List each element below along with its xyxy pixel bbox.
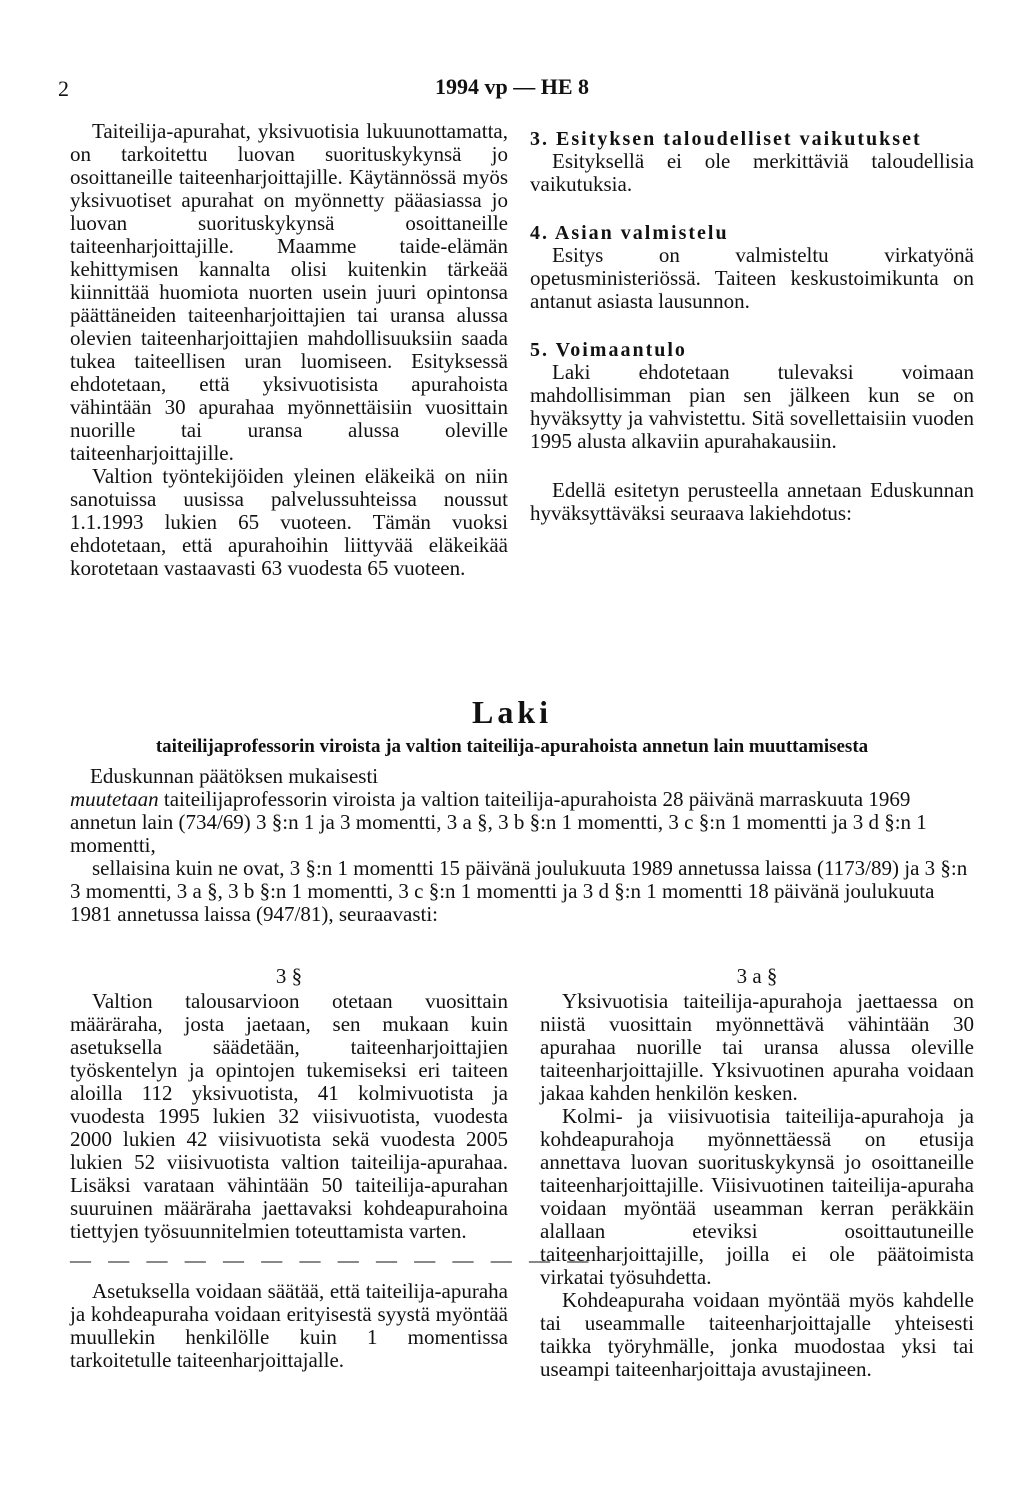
closing-paragraph: Edellä esitetyn perusteella annetaan Eduskunnan hyväksyttäväksi seuraava lakiehdotus: — [530, 478, 974, 525]
paragraph: Kolmi- ja viisivuotisia taiteilija-apurahoja ja kohdeapurahoja myönnettäessä on etusija annettava luovan suorituskykynsä jo osoittaneille taiteenharjoittajille. Viisivuotinen taiteilija-apuraha voidaan myöntää useamman kerran peräkkäin alallaan eteviksi osoittautuneille taiteenharjoittajille, joilla ei ole päätoimista virkatai työsuhdetta. — [540, 1104, 974, 1289]
section-3 — [530, 128, 974, 196]
law-subtitle: taiteilijaprofessorin viroista ja valtion taiteilija-apurahoista annetun lain muuttamisesta — [155, 736, 869, 757]
preamble-line: sellaisina kuin ne ovat, 3 §:n 1 momentti 15 päivänä joulukuuta 1989 annetussa laissa (1173/89) ja 3 §:n 3 momentti, 3 a §, 3 b §:n 1 momentti, 3 c §:n 1 momentti ja 3 d §:n 1 momentti 18 päivänä joulukuuta 1981 annetussa laissa (947/81), seuraavasti: — [70, 856, 968, 926]
amend-keyword: muutetaan — [70, 787, 159, 811]
section-5 — [530, 339, 974, 453]
law-right-column — [540, 965, 974, 1381]
law-title: Laki — [471, 694, 553, 730]
running-head: 1994 vp — HE 8 — [434, 74, 590, 99]
section-heading: 5. Voimaantulo — [530, 339, 687, 361]
paragraph: Valtion työntekijöiden yleinen eläkeikä on niin sanotuissa uusissa palvelussuhteissa noussut 1.1.1993 lukien 65 vuoteen. Tämän vuoksi ehdotetaan, että apurahoihin liittyvää eläkeikää korotetaan vastaavasti 63 vuodesta 65 vuoteen. — [70, 464, 508, 580]
paragraph: Valtion talousarvioon otetaan vuosittain määräraha, josta jaetaan, sen mukaan kuin asetuksella säädetään, taiteenharjoittajien työskentelyn ja opintojen tukemiseksi eri taiteen aloilla 112 yksivuotista, 41 kolmivuotista ja vuodesta 1995 lukien 32 viisivuotista, vuodesta 2000 lukien 42 viisivuotista sekä vuodesta 2005 lukien 52 viisivuotista valtion taiteilija-apurahaa. Lisäksi varataan vähintään 50 taiteilija-apurahan suuruinen määräraha jaettavaksi kohdeapurahoina tiettyjen työsuunnitelmien toteuttamista varten. — [70, 989, 508, 1243]
omission-dashes: — — — — — — — — — — — — — — — [70, 1248, 595, 1272]
page-number: 2 — [58, 76, 69, 101]
section-4 — [530, 222, 974, 313]
section-heading: 3 a § — [736, 964, 778, 988]
paragraph: Esitys on valmisteltu virkatyönä opetusministeriössä. Taiteen keskustoimikunta on antanut asiasta lausunnon. — [530, 243, 974, 313]
paragraph: Yksivuotisia taiteilija-apurahoja jaettaessa on niistä vuosittain myönnettävä vähintään 30 apurahaa nuorille tai uransa alussa oleville taiteenharjoittajille. Yksivuotinen apuraha voidaan jakaa kahden henkilön kesken. — [540, 989, 974, 1105]
paragraph: Asetuksella voidaan säätää, että taiteilija-apuraha ja kohdeapuraha voidaan erityisestä syystä myöntää muullekin henkilölle kuin 1 momentissa tarkoitetulle taiteenharjoittajalle. — [70, 1279, 508, 1372]
preamble-line: Eduskunnan päätöksen mukaisesti — [90, 764, 379, 788]
paragraph: Taiteilija-apurahat, yksivuotisia lukuunottamatta, on tarkoitettu luovan suorituskykynsä jo osoittaneille taiteenharjoittajille. Käytännössä myös yksivuotiset apurahat on myönnetty pääasiassa jo luovan suorituskykynsä osoittaneille taiteenharjoittajille. Maamme taide-elämän kehittymisen kannalta olisi kuitenkin tärkeää kiinnittää huomiota nuorten usein juuri opintonsa päättäneiden taiteenharjoittajien tai uransa alussa olevien taiteenharjoittajien mahdollisuuksiin saada tukea taiteellisen uran luomiseen. Esityksessä ehdotetaan, että yksivuotisista apurahoista vähintään 30 apurahaa myönnettäisiin vuosittain nuorille tai uransa alussa oleville taiteenharjoittajille. — [70, 119, 508, 465]
amend-text: taiteilijaprofessorin viroista ja valtion taiteilija-apurahoista 28 päivänä marraskuuta 1969 annetun lain (734/69) 3 §:n 1 ja 3 momentti, 3 a §, 3 b §:n 1 momentti, 3 c §:n 1 momentti ja 3 d §:n 1 momentti, — [70, 787, 927, 857]
section-heading: 4. Asian valmistelu — [530, 222, 729, 244]
section-heading: 3. Esityksen taloudelliset vaikutukset — [530, 128, 922, 150]
preamble-amend — [70, 788, 978, 857]
paragraph: Laki ehdotetaan tulevaksi voimaan mahdollisimman pian sen jälkeen kun se on hyväksytty ja vahvistettu. Sitä sovellettaisiin vuoden 1995 alusta alkaviin apurahakausiin. — [530, 360, 974, 453]
law-preamble — [70, 765, 978, 926]
paragraph: Esityksellä ei ole merkittäviä taloudellisia vaikutuksia. — [530, 149, 974, 196]
left-column — [70, 120, 508, 580]
paragraph: Kohdeapuraha voidaan myöntää myös kahdelle tai useammalle taiteenharjoittajalle yhteisesti taikka työryhmälle, jonka muodostaa yksi tai useampi taiteenharjoittaja avustajineen. — [540, 1288, 974, 1381]
law-left-column — [70, 964, 595, 1372]
right-column — [530, 128, 974, 525]
section-heading: 3 § — [275, 964, 303, 988]
